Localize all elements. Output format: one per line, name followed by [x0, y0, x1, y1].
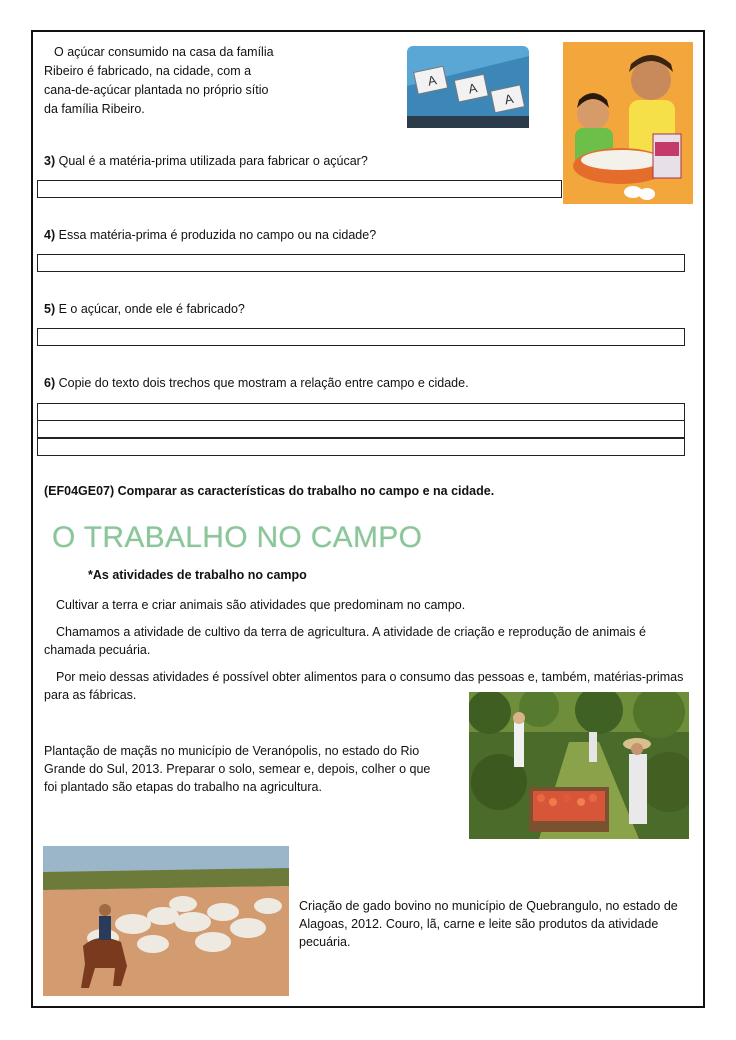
sugar-pack-letter-3: A — [503, 90, 515, 108]
caption-cattle: Criação de gado bovino no município de Quebrangulo, no estado de Alagoas, 2012. Couro, lã, carne e leite são produtos da atividade pecuária. — [299, 899, 678, 949]
question-6: 6) Copie do texto dois trechos que mostram a relação entre campo e cidade. — [44, 376, 469, 390]
answer-field-5[interactable] — [37, 328, 685, 346]
paragraph-3: Por meio dessas atividades é possível obter alimentos para o consumo das pessoas e, também, matérias-primas para as fábricas. — [44, 670, 684, 702]
family-cooking-illustration — [563, 42, 693, 204]
cattle-herding-photo — [43, 846, 289, 996]
question-4: 4) Essa matéria-prima é produzida no campo ou na cidade? — [44, 228, 377, 242]
answer-field-6-line-3[interactable] — [37, 438, 685, 456]
apple-harvest-photo — [469, 692, 689, 839]
sugar-pack-letter-2: A — [466, 80, 479, 97]
question-3: 3) Qual é a matéria-prima utilizada para fabricar o açúcar? — [44, 154, 368, 168]
intro-text: O açúcar consumido na casa da família Ribeiro é fabricado, na cidade, com a cana-de-açúcar plantada no próprio sítio da família Ribeiro. — [44, 45, 274, 116]
skill-code: (EF04GE07) Comparar as características do trabalho no campo e na cidade. — [44, 484, 495, 498]
paragraph-2: Chamamos a atividade de cultivo da terra de agricultura. A atividade de criação e reprodução de animais é chamada pecuária. — [44, 625, 646, 657]
section-title: O TRABALHO NO CAMPO — [52, 521, 423, 554]
paragraph-1: Cultivar a terra e criar animais são atividades que predominam no campo. — [56, 598, 466, 612]
question-5: 5) E o açúcar, onde ele é fabricado? — [44, 302, 245, 316]
answer-field-4[interactable] — [37, 254, 685, 272]
section-subtitle: *As atividades de trabalho no campo — [88, 568, 307, 582]
answer-field-6-line-1[interactable] — [37, 403, 685, 421]
sugar-packages-illustration — [407, 46, 529, 128]
sugar-pack-letter-1: A — [426, 72, 438, 89]
answer-field-3[interactable] — [37, 180, 562, 198]
caption-apples: Plantação de maçãs no município de Veranópolis, no estado do Rio Grande do Sul, 2013. Preparar o solo, semear e, depois, colher o que foi plantado são etapas do trabalho na agricultura. — [44, 744, 431, 794]
answer-field-6-line-2[interactable] — [37, 420, 685, 438]
